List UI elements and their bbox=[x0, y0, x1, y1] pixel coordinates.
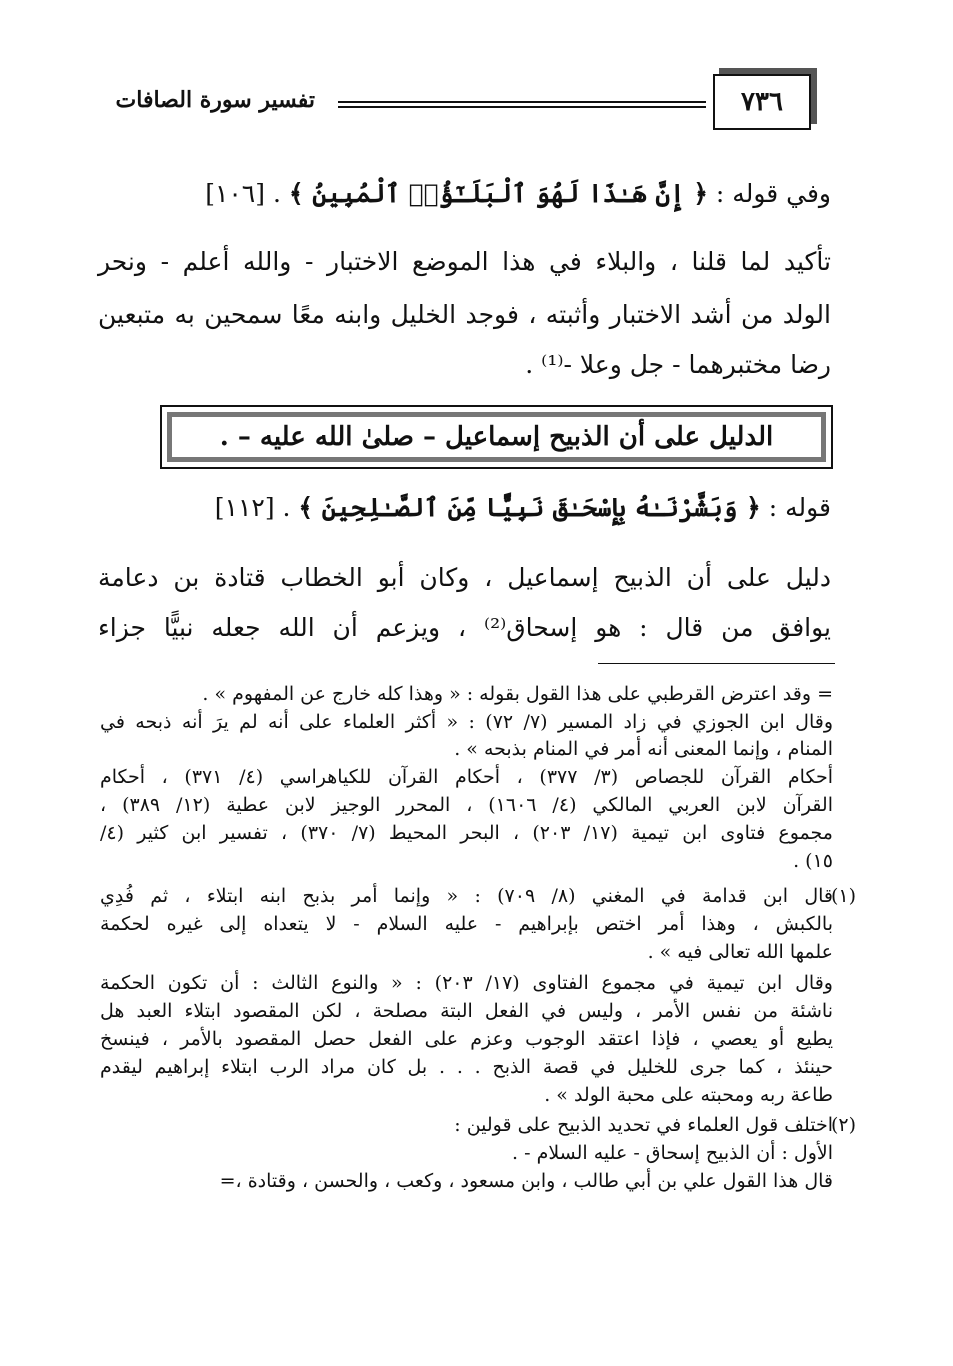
footnote-line: قال هذا القول علي بن أبي طالب ، وابن مسعود ، وكعب ، والحسن ، وقتادة ،= bbox=[219, 1170, 833, 1192]
paragraph-line: الولد من أشد الاختبار وأثبته ، فوجد الخليل وابنه معًا سمحين به متبعين bbox=[98, 300, 831, 329]
paragraph-line: يوافق من قال : هو إسحاق⁽²⁾ ، ويزعم أن الله جعله نبيًّا جزاء bbox=[98, 613, 831, 642]
footnote-line: أحكام القرآن للجصاص (٣/ ٣٧٧) ، أحكام القرآن للكياهراسي (٤/ ٣٧١) ، أحكام bbox=[100, 766, 833, 788]
footnote-line: القرآن لابن العربي المالكي (٤/ ١٦٠٦) ، المحرر الوجيز لابن عطية (١٢/ ٣٨٩) ، bbox=[100, 794, 833, 816]
footnote-line: وقال ابن تيمية في مجموع الفتاوى (١٧/ ٢٠٣) : « والنوع الثالث : أن تكون الحكمة bbox=[100, 972, 833, 994]
running-title: تفسير سورة الصافات bbox=[115, 87, 315, 113]
footnote-line: = وقد اعترض القرطبي على هذا القول بقوله : « وهذا كله خارج عن المفهوم » . bbox=[202, 683, 833, 705]
footnote-line: علمها الله تعالى فيه » . bbox=[647, 941, 833, 963]
quran-verse: ﴿ وَبَشَّرْنَـٰهُ بِإِسْحَـٰقَ نَبِيًّا مِّنَ ٱلصَّـٰلِحِينَ ﴾ bbox=[298, 493, 761, 522]
footnote-number: (١) bbox=[830, 885, 856, 907]
footnote-line: بالكبش ، وهذا أمر اختص بإبراهيم - عليه السلام - لا يتعداه إلى غيره لحكمة bbox=[100, 913, 833, 935]
footnote-line: مجموع فتاوى ابن تيمية (١٧/ ٢٠٣) ، البحر المحيط (٧/ ٣٧٠) ، تفسير ابن كثير (٤/ bbox=[100, 822, 833, 844]
footnote-line: حينئذ ، كما جرى للخليل في قصة الذبح . . . بل كان مراد الرب ابتلاء إبراهيم ليقدم bbox=[100, 1056, 833, 1078]
page-number-box bbox=[713, 74, 811, 130]
footnote-number: (٢) bbox=[830, 1114, 856, 1136]
footnote-line: طاعة ربه ومحبته على محبة الولد » . bbox=[544, 1084, 833, 1106]
footnote-line: اختلف قول العلماء في تحديد الذبيح على قولين : bbox=[454, 1114, 833, 1136]
paragraph-line: رضا مختبرهما - جل وعلا -⁽¹⁾ . bbox=[525, 350, 831, 379]
section-title: الدليل على أن الذبيح إسماعيل – صلىٰ الله عليه – . bbox=[219, 422, 774, 452]
footnote-line: ١٥) . bbox=[793, 850, 833, 872]
footnote-separator bbox=[598, 663, 835, 664]
verse-line-112 bbox=[215, 492, 831, 525]
verse-intro: وفي قوله : bbox=[707, 179, 831, 208]
quran-verse: ﴿ إِنَّ هَـٰذَا لَهُوَ ٱلْبَلَـٰٓؤُا۟ ٱلْمُبِينُ ﴾ bbox=[288, 179, 708, 208]
verse-ref: . [١٠٦] bbox=[205, 179, 289, 208]
page-number: ٧٣٦ bbox=[741, 87, 783, 117]
verse-intro: قوله : bbox=[760, 493, 831, 522]
footnote-line: يطيع أو يعصي ، فإذا اعتقد الوجوب وعزم على الفعل حصل المقصود بالأمر ، فينسخ bbox=[100, 1028, 833, 1050]
verse-ref: . [١١٢] bbox=[214, 493, 299, 522]
footnote-line: الأول : أن الذبيح إسحاق - عليه السلام - . bbox=[512, 1142, 833, 1164]
footnote-line: ناشئة من نفس الأمر ، وليس في الفعل البتة مصلحة ، لكن المقصود ابتلاء العبد هل bbox=[100, 1000, 833, 1022]
header-rule bbox=[338, 101, 706, 108]
footnote-line: قال ابن قدامة في المغني (٨/ ٧٠٩) : « وإنما أمر بذبح ابنه ابتلاء ، ثم فُدِي bbox=[100, 885, 833, 907]
section-heading-box bbox=[160, 405, 833, 469]
verse-line-106 bbox=[205, 178, 831, 211]
footnote-line: وقال ابن الجوزي في زاد المسير (٧/ ٧٢) : « أكثر العلماء على أنه لم يرَ أنه ذبحه في bbox=[100, 711, 833, 733]
paragraph-line: تأكيد لما قلنا ، والبلاء في هذا الموضع الاختبار - والله أعلم - ونحر bbox=[98, 247, 831, 276]
paragraph-line: دليل على أن الذبيح إسماعيل ، وكان أبو الخطاب قتادة بن دعامة bbox=[98, 563, 831, 592]
section-heading-frame bbox=[167, 412, 826, 462]
footnote-line: المنام ، وإنما المعنى أنه أمر في المنام بذبحه » . bbox=[454, 738, 833, 760]
